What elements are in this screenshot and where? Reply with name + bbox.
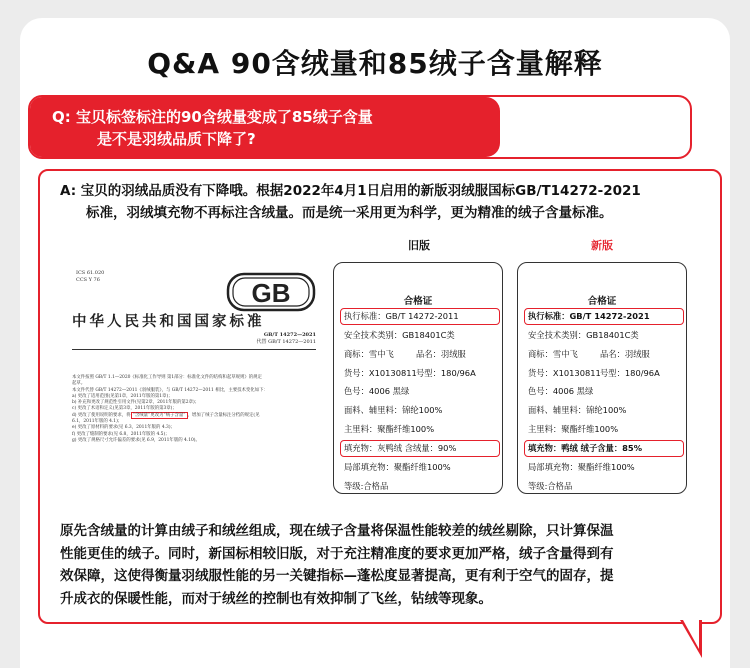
tag-row (528, 345, 684, 364)
page-title: Q&A 90含绒量和85绒子含量解释 (147, 47, 603, 80)
doc-std-no: GB/T 14272—2021 (263, 332, 316, 338)
tag-value: 等级:合格品 (344, 480, 389, 491)
answer-text (60, 180, 700, 224)
doc-ccs: CCS Y 76 (76, 277, 100, 283)
explanation-line: 效保障，这使得衡量羽绒服性能的另一关键指标—蓬松度显著提高，更有利于空气的固存，提 (60, 568, 614, 584)
standard-document (66, 262, 316, 502)
tag-row (528, 364, 684, 383)
tag-row (340, 308, 500, 325)
speech-bubble-tail-inner (683, 620, 699, 649)
tag-row (344, 345, 500, 364)
tag-row (344, 326, 500, 345)
tag-value: 局部填充物：聚酯纤维100% (344, 461, 451, 472)
question-banner (28, 95, 692, 159)
tag-value: 执行标准：GB/T 14272-2011 (344, 311, 459, 321)
tag-value: 局部填充物：聚酯纤维100% (528, 461, 635, 472)
tag-row (528, 401, 684, 420)
tag-rows (528, 307, 684, 495)
tag-header: 合格证 (403, 296, 433, 307)
tag-value: 填充物：灰鸭绒 含绒量：90% (344, 442, 457, 453)
tag-row (528, 382, 684, 401)
tag-row (528, 420, 684, 439)
doc-highlight: “含绒量”更改为“绒子含量” (132, 412, 186, 418)
answer-line-1: A: 宝贝的羽绒品质没有下降哦。根据2022年4月1日启用的新版羽绒服国标GB/T14272-2021 (60, 183, 641, 199)
old-version-label: 旧版 (408, 239, 430, 252)
gb-logo (226, 272, 316, 312)
question-line-2: 是不是羽绒品质下降了? (97, 130, 256, 148)
new-version-label: 新版 (591, 239, 613, 252)
doc-ics: ICS 61.020 (76, 270, 105, 276)
doc-line: 本文件按照 GB/T 1.1—2020《标准化工作导则 第1部分：标准化文件的结构和起草规则》的规定 (72, 375, 262, 380)
tag-value-2: 号型：180/96A (416, 367, 476, 378)
tag-value: 执行标准：GB/T 14272-2021 (528, 311, 650, 321)
question-line-1: Q: 宝贝标签标注的90含绒量变成了85绒子含量 (52, 108, 373, 126)
tag-row (344, 382, 500, 401)
old-certificate-tag (333, 262, 503, 494)
tag-header: 合格证 (587, 296, 617, 307)
doc-standard-number (257, 332, 317, 346)
tag-value: 面料、辅里料：锦纶100% (528, 405, 627, 416)
tag-row (344, 420, 500, 439)
tag-row (528, 326, 684, 345)
tag-row (344, 401, 500, 420)
doc-line: 6.1，2011年版的 4.1)； (72, 419, 123, 425)
doc-line: 本文件代替 GB/T 14272—2011《羽绒服装》，与 GB/T 14272—2011 相比，主要技术变化如下： (72, 387, 268, 393)
explanation-line: 性能更佳的绒子。同时，新国标相较旧版，对于充注精准度的要求更加严格，绒子含量得到有 (60, 545, 614, 562)
tag-value: 商标：雪中飞 (528, 348, 578, 359)
tag-value-2: 品名：羽绒服 (416, 348, 466, 359)
doc-line: g) 更改了规格尺寸允许偏差的要求(见 6.9，2011年版的 4.10)。 (72, 437, 200, 443)
doc-line: f) 更改了缝制的要求(见 6.8，2011年版的 4.5)； (72, 431, 170, 437)
tag-row (528, 477, 684, 496)
tag-value: 安全技术类别：GB18401C类 (344, 330, 455, 340)
tag-value-2: 号型：180/96A (600, 367, 660, 378)
answer-line-2: 标准，羽绒填充物不再标注含绒量。而是统一采用更为科学，更为精准的绒子含量标准。 (86, 205, 613, 221)
doc-line: b) 补充和更改了规范性引用文件(见第2章，2011年版的第2章)； (72, 400, 200, 406)
doc-national-title: 中华人民共和国国家标准 (72, 313, 265, 330)
explanation-line: 升成衣的保暖性能，而对于绒丝的控制也有效抑制了飞丝，钻绒等现象。 (60, 590, 492, 607)
doc-body (72, 375, 317, 444)
tag-row (344, 477, 500, 496)
tag-value: 货号：X10130811 (344, 367, 417, 378)
tag-rows (344, 307, 500, 495)
tag-value: 商标：雪中飞 (344, 348, 394, 359)
doc-line: d) 更改了使用说明的要求，将 “含绒量”更改为“绒子含量” ，增加了绒子含量标注分档的规定(见 (72, 412, 260, 418)
doc-replaces: 代替 GB/T 14272—2011 (256, 339, 316, 345)
explanation-text (60, 520, 700, 610)
tag-row (524, 440, 684, 457)
tag-row (524, 308, 684, 325)
tag-value: 等级:合格品 (528, 480, 573, 491)
tag-value: 色号：4006 黑绿 (344, 386, 410, 397)
tag-value: 填充物：鸭绒 绒子含量：85% (528, 442, 643, 453)
doc-classification (76, 270, 104, 284)
tag-value: 色号：4006 黑绿 (528, 386, 594, 397)
doc-line: e) 更改了原材料的要求(见 6.3，2011年版的 4.3)； (72, 425, 175, 431)
explanation-line: 原先含绒量的计算由绒子和绒丝组成，现在绒子含量将保温性能较差的绒丝剔除，只计算保温 (60, 523, 614, 539)
tag-value-2: 品名：羽绒服 (600, 348, 650, 359)
tag-value: 主里料：聚酯纤维100% (344, 423, 435, 434)
tag-row (340, 440, 500, 457)
new-certificate-tag (517, 262, 687, 494)
doc-rule (72, 349, 316, 350)
tag-row (528, 458, 684, 477)
tag-value: 面料、辅里料：锦纶100% (344, 405, 443, 416)
tag-row (344, 364, 500, 383)
tag-value: 安全技术类别：GB18401C类 (528, 330, 639, 340)
tag-row (344, 458, 500, 477)
tag-value: 货号：X10130811 (528, 367, 601, 378)
doc-line: 起草。 (72, 381, 86, 387)
question-text (52, 106, 373, 150)
doc-line: c) 更改了术语和定义(见第3章，2011年版的第3章)； (72, 406, 177, 412)
doc-line: a) 更改了适用范围(见第1章，2011年版的第1章)； (72, 393, 173, 399)
svg-text:GB: GB (251, 278, 291, 308)
tag-value: 主里料：聚酯纤维100% (528, 423, 619, 434)
